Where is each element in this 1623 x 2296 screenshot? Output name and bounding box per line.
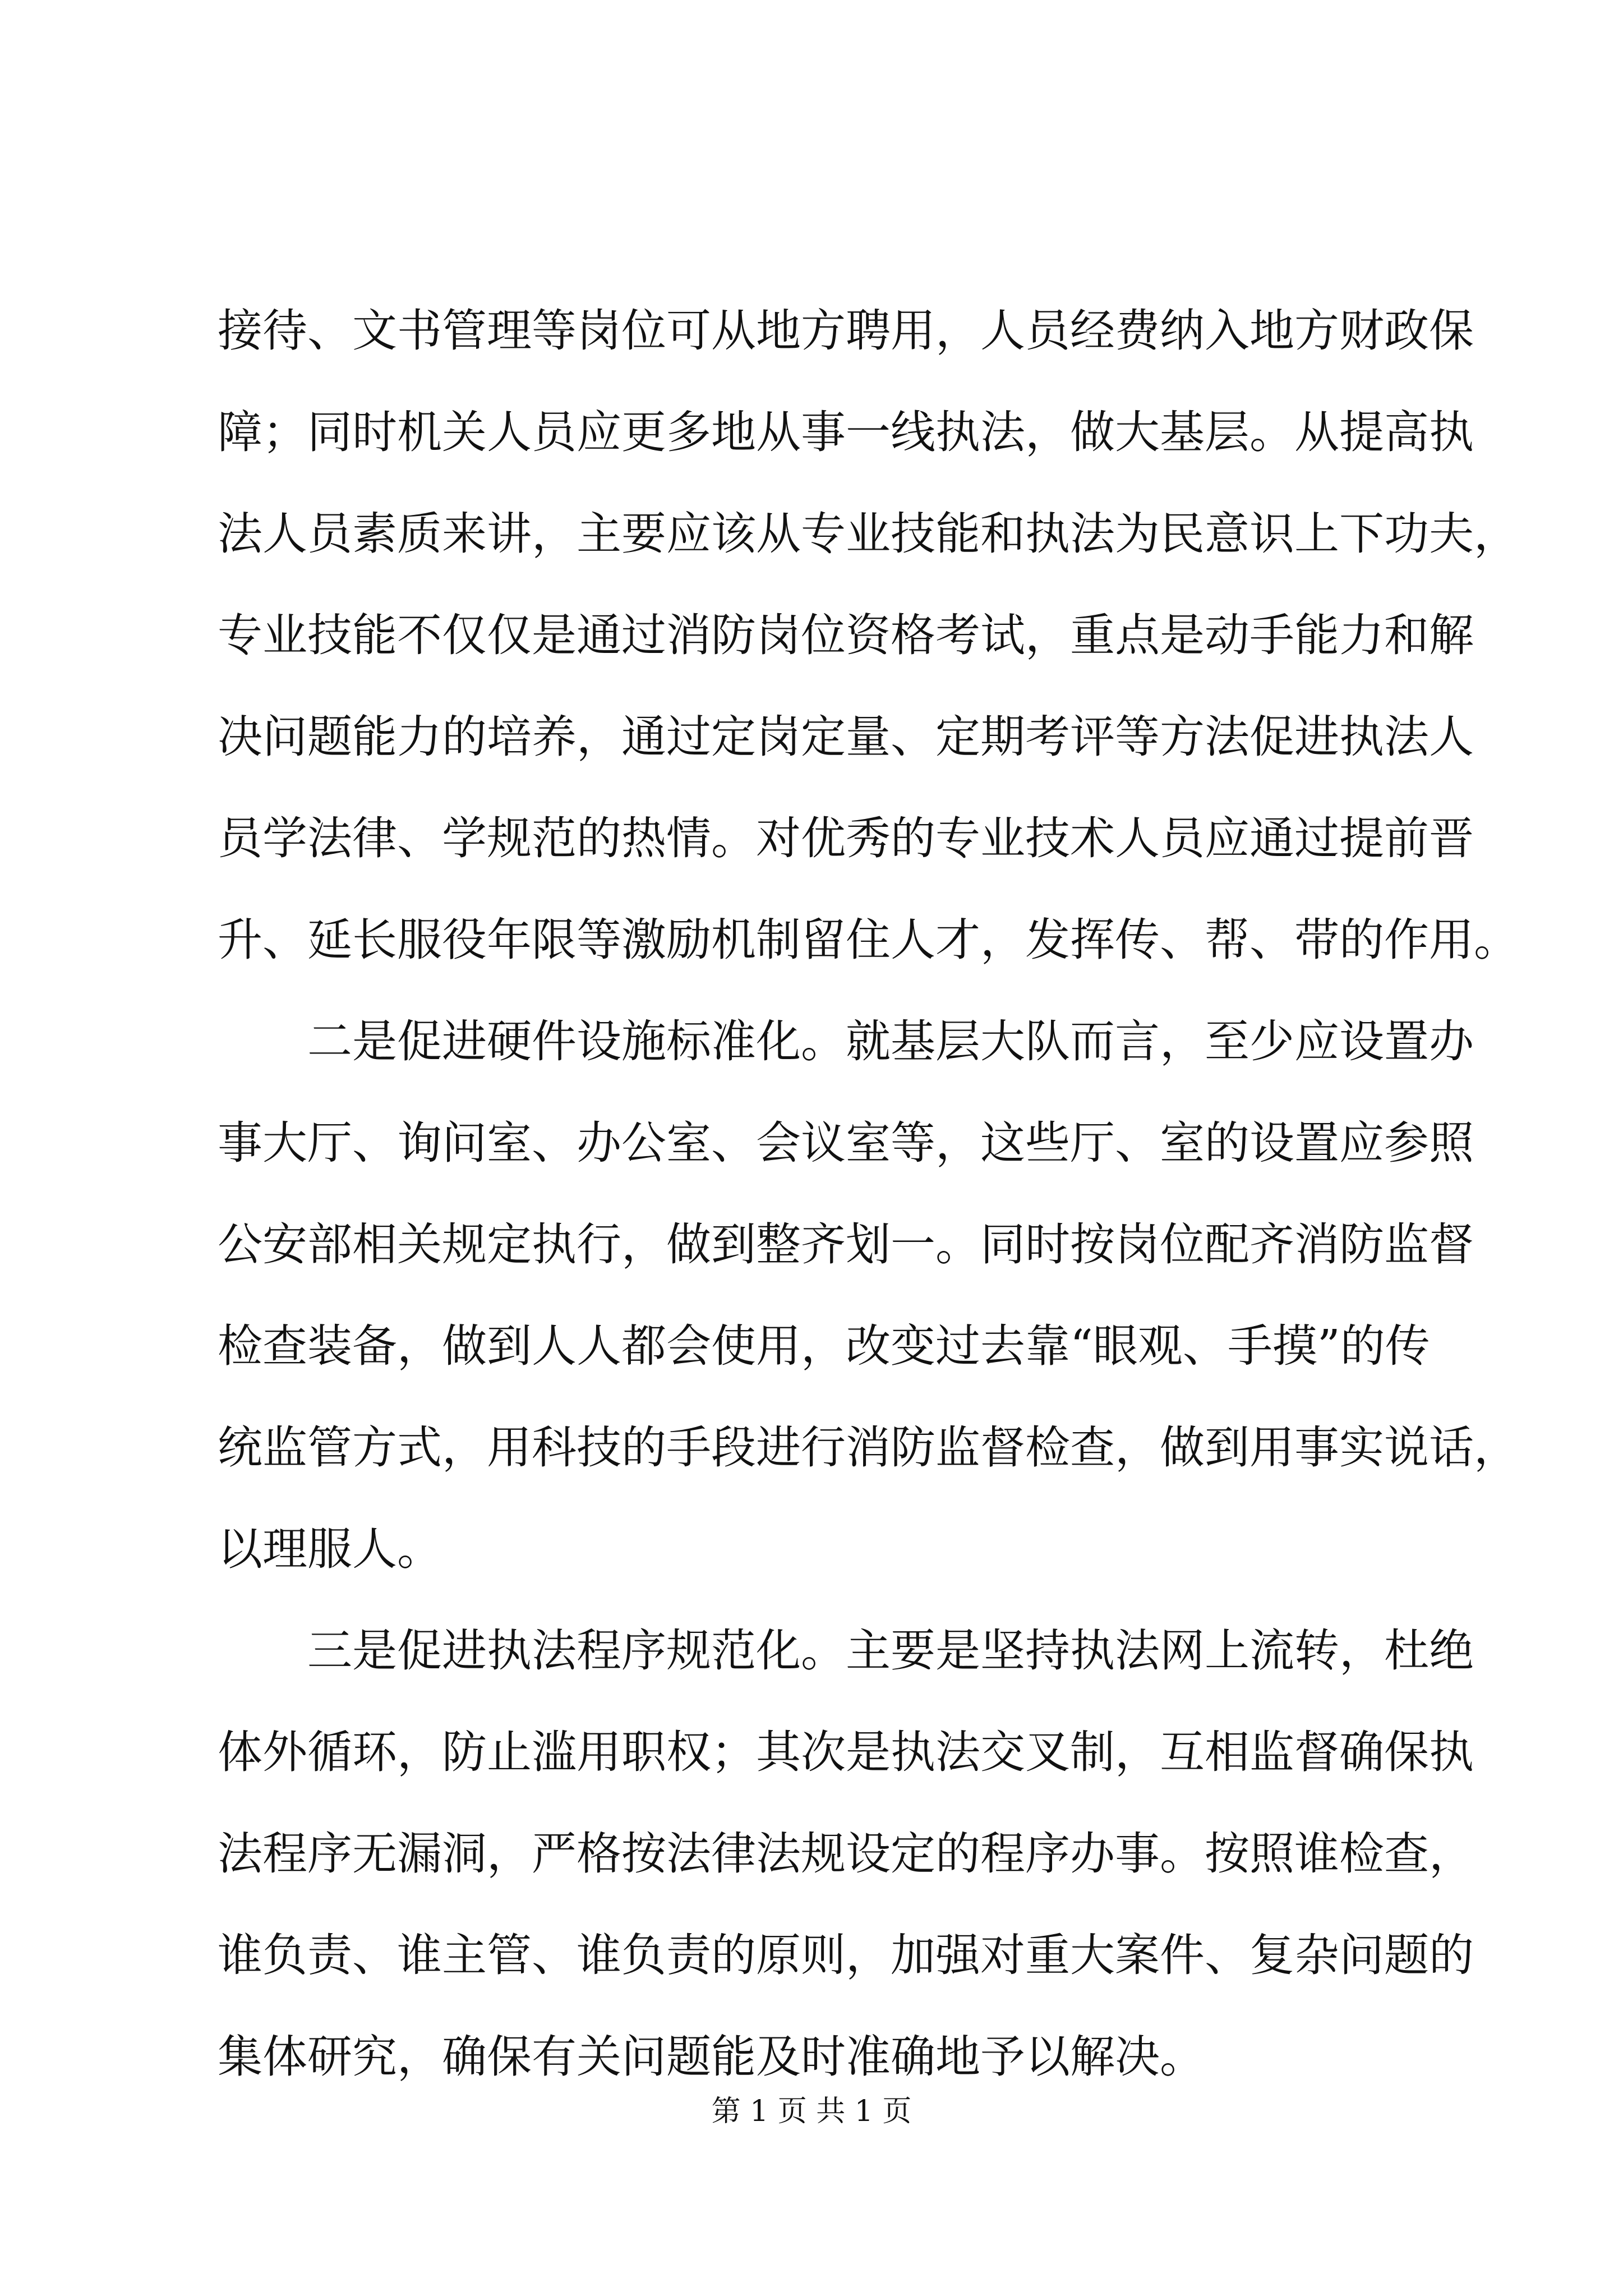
body-line: 以理服人。 (218, 1523, 442, 1575)
body-line: 法人员素质来讲，主要应该从专业技能和执法为民意识上下功夫， (218, 508, 1519, 560)
body-line: 升、延长服役年限等激励机制留住人才，发挥传、帮、带的作用。 (218, 914, 1519, 966)
body-line: 障；同时机关人员应更多地从事一线执法，做大基层。从提高执 (218, 406, 1474, 458)
body-line: 集体研究，确保有关问题能及时准确地予以解决。 (218, 2031, 1205, 2083)
body-line: 体外循环，防止滥用职权；其次是执法交叉制，互相监督确保执 (218, 1726, 1474, 1778)
body-line: 接待、文书管理等岗位可从地方聘用，人员经费纳入地方财政保 (218, 305, 1474, 357)
body-line: 专业技能不仅仅是通过消防岗位资格考试，重点是动手能力和解 (218, 609, 1474, 661)
body-line: 谁负责、谁主管、谁负责的原则，加强对重大案件、复杂问题的 (218, 1929, 1474, 1981)
paragraph-start-line: 三是促进执法程序规范化。主要是坚持执法网上流转，杜绝 (218, 1625, 1474, 1677)
page-footer: 第 1 页 共 1 页 (711, 2095, 912, 2128)
body-line: 事大厅、询问室、办公室、会议室等，这些厅、室的设置应参照 (218, 1117, 1474, 1169)
body-line: 决问题能力的培养，通过定岗定量、定期考评等方法促进执法人 (218, 711, 1474, 763)
body-line: 统监管方式，用科技的手段进行消防监督检查，做到用事实说话， (218, 1421, 1519, 1474)
body-line: 公安部相关规定执行，做到整齐划一。同时按岗位配齐消防监督 (218, 1218, 1474, 1271)
paragraph-start-line: 二是促进硬件设施标准化。就基层大队而言，至少应设置办 (218, 1015, 1474, 1068)
body-line: 检查装备，做到人人都会使用，改变过去靠“眼观、手摸”的传 (218, 1320, 1430, 1372)
body-line: 法程序无漏洞，严格按法律法规设定的程序办事。按照谁检查， (218, 1828, 1474, 1880)
body-line: 员学法律、学规范的热情。对优秀的专业技术人员应通过提前晋 (218, 812, 1474, 864)
